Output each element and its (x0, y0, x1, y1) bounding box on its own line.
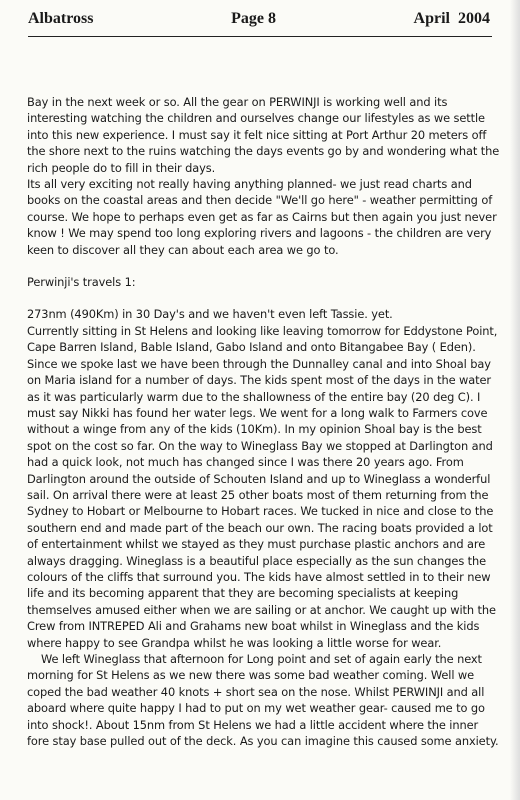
article-body (27, 94, 501, 749)
spacer (27, 258, 501, 274)
paragraph-5: Since we spoke last we have been through the Dunnalley canal and into Shoal bay on Maria island for a number of days. The kids spent most of the days in the water as it was particularly warm due to the shallowness of the entire bay (20 deg C). I must say Nikki has found her water legs. We went for a long walk to Farmers cove without a winge from any of the kids (10Km). In my opinion Shoal bay is the best spot on the cost so far. On the way to Wineglass Bay we stopped at Darlington and had a quick look, not much has changed since I was there 20 years ago. From Darlington around the outside of Schouten Island and up to Wineglass a wonderful sail. On arrival there were at least 25 other boats most of them returning from the Sydney to Hobart or Melbourne to Hobart races. We tucked in nice and close to the southern end and made part of the beach our own. The racing boats provided a lot of entertainment whilst we stayed as they must purchase plastic anchors and are always dragging. Wineglass is a beautiful place especially as the sun changes the colours of the cliffs that surround you. The kids have almost settled in to their new life and its becoming apparent that they are becoming specialists at keeping themselves amused either when we are sailing or at anchor. We caught up with the Crew from INTREPED Ali and Grahams new boat whilst in Wineglass and the kids where happy to see Grandpa whilst he was looking a little worse for wear. (27, 356, 496, 650)
paragraph-6: We left Wineglass that afternoon for Long point and set of again early the next morning for St Helens as we new there was some bad weather coming. Well we coped the bad weather 40 knots + short sea on the nose. Whilst PERWINJI and all aboard where quite happy I had to put on my wet weather gear- caused me to go into shock!. About 15nm from St Helens we had a little accident where the inner fore stay base pulled out of the deck. As you can imagine this caused some anxiety. (27, 652, 499, 749)
spacer (27, 290, 501, 306)
header-rule (28, 36, 492, 37)
paragraph-2: Its all very exciting not really having anything planned- we just read charts and books on the coastal areas and then decide "We'll go here" - weather permitting of course. We hope to perhaps even get as far as Cairns but then again you just never know ! We may spend too long exploring rivers and lagoons - the children are very keen to discover all they can about each area we go to. (27, 177, 497, 257)
issue-date: April 2004 (413, 10, 490, 27)
paragraph-1: Bay in the next week or so. All the gear on PERWINJI is working well and its interesting watching the children and ourselves change our lifestyles as we settle into this new experience. I must say it felt nice sitting at Port Arthur 20 meters off the shore next to the ruins watching the days events go by and wondering what the rich people do to fill in their days. (27, 95, 500, 175)
section-heading: Perwinji's travels 1: (27, 275, 136, 290)
page-edge-shadow (510, 0, 520, 800)
newsletter-title: Albatross (28, 10, 94, 27)
page-number: Page 8 (231, 10, 276, 27)
page-header (28, 6, 490, 32)
paragraph-3: 273nm (490Km) in 30 Day's and we haven't even left Tassie. yet. (27, 307, 393, 322)
paragraph-4: Currently sitting in St Helens and looking like leaving tomorrow for Eddystone Point, Cape Barren Island, Bable Island, Gabo Island and onto Bitangabee Bay ( Eden). (27, 323, 498, 355)
